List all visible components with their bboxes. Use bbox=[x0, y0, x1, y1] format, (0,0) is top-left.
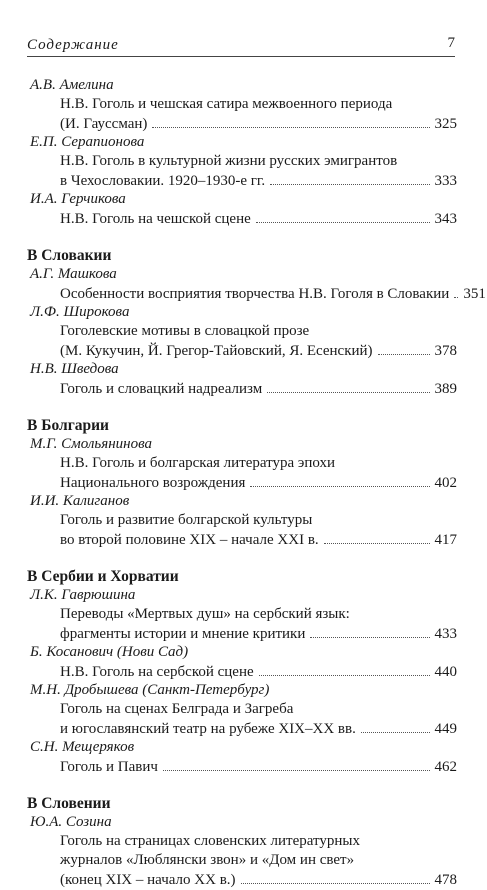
entry-page-number: 378 bbox=[434, 343, 457, 359]
toc-section bbox=[27, 246, 486, 398]
entry-title-text: Н.В. Гоголь на сербской сцене bbox=[60, 664, 254, 680]
entry-page-number: 343 bbox=[434, 211, 457, 227]
leader-dots bbox=[241, 870, 430, 884]
entry-title-line bbox=[27, 114, 457, 133]
toc-section bbox=[27, 416, 457, 549]
entry-title-line bbox=[27, 662, 457, 681]
entry-author: Ю.А. Созина bbox=[30, 814, 112, 830]
leader-dots bbox=[310, 624, 429, 638]
toc-entry[interactable] bbox=[27, 586, 457, 643]
entry-title-text: фрагменты истории и мнение критики bbox=[60, 626, 306, 642]
section-title: В Болгарии bbox=[27, 417, 109, 434]
entry-page-number: 433 bbox=[434, 626, 457, 642]
entry-page-number: 417 bbox=[434, 532, 457, 548]
leader-dots bbox=[250, 473, 429, 487]
entry-page-number: 389 bbox=[434, 381, 457, 397]
entry-title-line bbox=[27, 209, 457, 228]
entry-title-text: Гоголь на страницах словенских литературных bbox=[60, 833, 360, 849]
entry-author: А.Г. Машкова bbox=[30, 266, 117, 282]
entry-page-number: 440 bbox=[434, 664, 457, 680]
entry-title-text: Н.В. Гоголь и болгарская литература эпохи bbox=[60, 455, 336, 471]
entry-title-text: Особенности восприятия творчества Н.В. Гоголя в Словакии bbox=[60, 286, 450, 302]
leader-dots bbox=[152, 114, 429, 128]
leader-dots bbox=[267, 379, 429, 393]
toc-section bbox=[27, 794, 457, 889]
entry-page-number: 325 bbox=[434, 116, 457, 132]
toc-entry[interactable] bbox=[27, 681, 457, 738]
leader-dots bbox=[324, 530, 430, 544]
entry-title-text: Н.В. Гоголь в культурной жизни русских эмигрантов bbox=[60, 153, 398, 169]
entry-title-text: (И. Гауссман) bbox=[60, 116, 148, 132]
toc-entry[interactable] bbox=[27, 265, 486, 303]
entry-title-text: Н.В. Гоголь на чешской сцене bbox=[60, 211, 251, 227]
toc-entry[interactable] bbox=[27, 303, 457, 360]
entry-author: И.И. Калиганов bbox=[30, 493, 130, 509]
leader-dots bbox=[259, 662, 430, 676]
entry-title-line bbox=[27, 832, 457, 851]
leader-dots bbox=[163, 757, 430, 771]
entry-title-line bbox=[27, 530, 457, 549]
entry-title-text: Национального возрождения bbox=[60, 475, 246, 491]
entry-title-text: журналов «Люблянски звон» и «Дом ин свет» bbox=[60, 852, 355, 868]
entry-title-line bbox=[27, 719, 457, 738]
running-header-title: Содержание bbox=[27, 37, 119, 53]
toc-section bbox=[27, 76, 457, 228]
leader-dots bbox=[378, 341, 430, 355]
toc-entry[interactable] bbox=[27, 76, 457, 133]
entry-title-line bbox=[27, 341, 457, 360]
entry-title-text: в Чехословакии. 1920–1930-е гг. bbox=[60, 173, 266, 189]
entry-title-text: Гоголь и словацкий надреализм bbox=[60, 381, 263, 397]
entry-title-line bbox=[27, 851, 457, 870]
entry-title-text: Переводы «Мертвых душ» на сербский язык: bbox=[60, 606, 350, 622]
leader-dots bbox=[256, 209, 430, 223]
section-title: В Сербии и Хорватии bbox=[27, 568, 179, 585]
toc-entry[interactable] bbox=[27, 813, 457, 889]
entry-author: Б. Косанович (Нови Сад) bbox=[30, 644, 189, 660]
entry-author: М.Г. Смольянинова bbox=[30, 436, 152, 452]
toc-entry[interactable] bbox=[27, 190, 457, 228]
toc-entry[interactable] bbox=[27, 643, 457, 681]
toc-entry[interactable] bbox=[27, 492, 457, 549]
entry-title-line bbox=[27, 322, 457, 341]
entry-title-line bbox=[27, 605, 457, 624]
entry-author: Л.Ф. Широкова bbox=[30, 304, 130, 320]
section-title: В Словакии bbox=[27, 247, 112, 264]
entry-page-number: 333 bbox=[434, 173, 457, 189]
leader-dots bbox=[361, 719, 430, 733]
entry-author: С.Н. Мещеряков bbox=[30, 739, 135, 755]
entry-page-number: 402 bbox=[434, 475, 457, 491]
toc-entry[interactable] bbox=[27, 360, 457, 398]
entry-title-text: (М. Кукучин, Й. Грегор-Тайовский, Я. Есенский) bbox=[60, 343, 373, 359]
entry-author: М.Н. Дробышева (Санкт-Петербург) bbox=[30, 682, 270, 698]
entry-title-line bbox=[27, 624, 457, 643]
section-title: В Словении bbox=[27, 795, 111, 812]
entry-title-text: Гоголевские мотивы в словацкой прозе bbox=[60, 323, 310, 339]
toc-section bbox=[27, 567, 457, 776]
entry-title-line bbox=[27, 171, 457, 190]
entry-title-text: (конец XIX – начало XX в.) bbox=[60, 872, 236, 888]
entry-title-line bbox=[27, 284, 486, 303]
entry-page-number: 449 bbox=[434, 721, 457, 737]
entry-title-text: Гоголь и Павич bbox=[60, 759, 158, 775]
entry-title-text: Гоголь на сценах Белграда и Загреба bbox=[60, 701, 294, 717]
toc-entry[interactable] bbox=[27, 435, 457, 492]
entry-title-line bbox=[27, 757, 457, 776]
entry-title-text: и югославянский театр на рубеже XIX–XX вв. bbox=[60, 721, 356, 737]
entry-title-line bbox=[27, 152, 457, 171]
entry-title-line bbox=[27, 473, 457, 492]
entry-author: И.А. Герчикова bbox=[30, 191, 126, 207]
entry-title-text: во второй половине XIX – начале XXI в. bbox=[60, 532, 319, 548]
table-of-contents bbox=[27, 76, 486, 889]
entry-page-number: 462 bbox=[434, 759, 457, 775]
entry-page-number: 478 bbox=[434, 872, 457, 888]
page-number: 7 bbox=[447, 35, 455, 51]
entry-title-line bbox=[27, 454, 457, 473]
entry-title-line bbox=[27, 870, 457, 889]
toc-entry[interactable] bbox=[27, 738, 457, 776]
entry-author: Н.В. Шведова bbox=[30, 361, 119, 377]
entry-author: Е.П. Серапионова bbox=[30, 134, 145, 150]
entry-title-text: Н.В. Гоголь и чешская сатира межвоенного периода bbox=[60, 96, 393, 112]
entry-author: А.В. Амелина bbox=[30, 77, 114, 93]
entry-title-text: Гоголь и развитие болгарской культуры bbox=[60, 512, 313, 528]
leader-dots bbox=[270, 171, 429, 185]
entry-title-line bbox=[27, 95, 457, 114]
leader-dots bbox=[454, 284, 458, 298]
entry-title-line bbox=[27, 379, 457, 398]
entry-title-line bbox=[27, 511, 457, 530]
entry-page-number: 351 bbox=[463, 286, 486, 302]
entry-title-line bbox=[27, 700, 457, 719]
entry-author: Л.К. Гаврюшина bbox=[30, 587, 136, 603]
toc-entry[interactable] bbox=[27, 133, 457, 190]
running-header bbox=[27, 34, 455, 57]
